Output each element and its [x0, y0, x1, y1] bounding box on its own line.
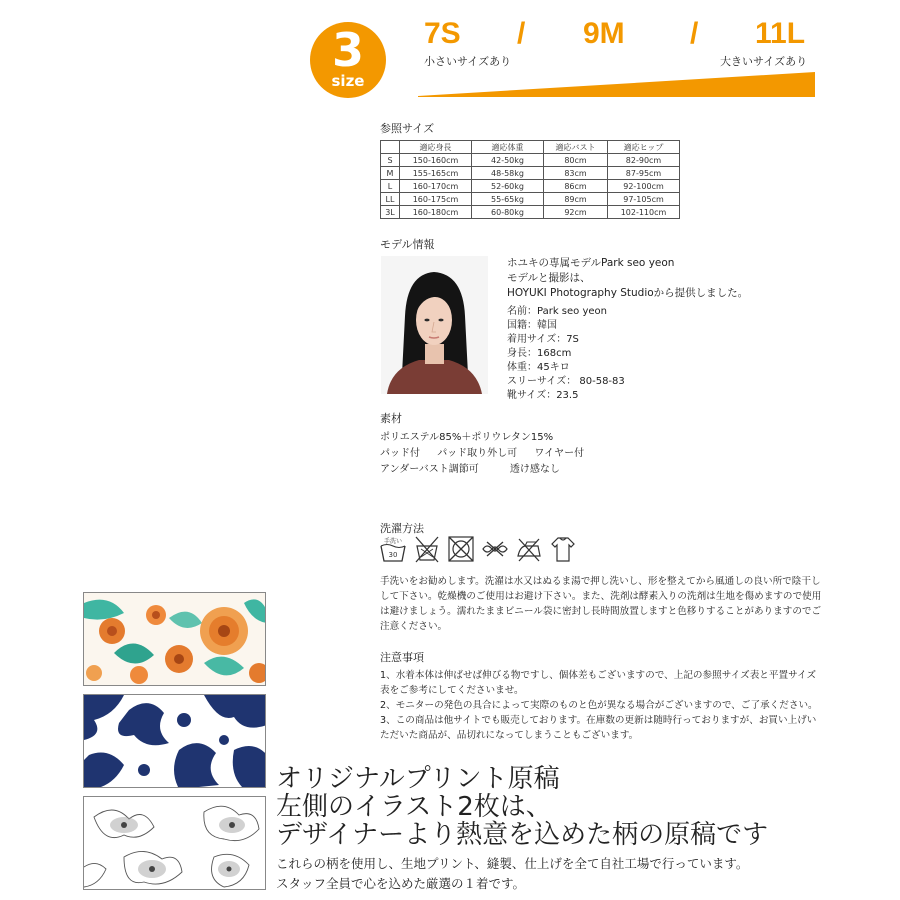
table-cell: 48-58kg: [472, 167, 544, 180]
material-feature: パッド取り外し可: [437, 448, 518, 459]
table-cell: 86cm: [544, 180, 608, 193]
size-11l: 11L: [755, 17, 806, 50]
table-cell: 55-65kg: [472, 193, 544, 206]
size-separator: /: [517, 17, 526, 50]
sketch-floral-print: [83, 796, 266, 890]
size-9m: 9M: [583, 17, 625, 50]
no-bleach-icon: [413, 534, 441, 564]
table-cell: 97-105cm: [608, 193, 680, 206]
model-detail: スリーサイズ： 80-58-83: [507, 376, 625, 387]
table-row: [381, 193, 680, 206]
table-header-cell: 適応身長: [400, 141, 472, 154]
table-cell: 92cm: [544, 206, 608, 219]
model-detail: 着用サイズ：7S: [507, 334, 579, 345]
table-cell: S: [381, 154, 400, 167]
table-cell: 87-95cm: [608, 167, 680, 180]
small-size-note: 小さいサイズあり: [424, 55, 512, 68]
table-cell: LL: [381, 193, 400, 206]
hand-wash-30-icon: [379, 534, 407, 564]
model-detail: 国籍：韓国: [507, 320, 557, 331]
model-detail: 体重：45キロ: [507, 362, 570, 373]
hand-wash-temperature: 30: [388, 551, 398, 559]
no-wring-icon: [481, 534, 509, 564]
caution-title: 注意事項: [380, 651, 424, 664]
model-detail: 名前：Park seo yeon: [507, 306, 607, 317]
size-count-number: 3: [331, 23, 364, 77]
table-cell: 160-180cm: [400, 206, 472, 219]
model-description: [507, 256, 748, 403]
size-7s: 7S: [424, 17, 461, 50]
table-cell: 150-160cm: [400, 154, 472, 167]
table-cell: 160-170cm: [400, 180, 472, 193]
table-cell: 80cm: [544, 154, 608, 167]
model-intro-line: HOYUKI Photography Studioから提供しました。: [507, 287, 749, 299]
size-count-badge: [310, 22, 386, 98]
table-cell: 92-100cm: [608, 180, 680, 193]
table-header-cell: 適応体重: [472, 141, 544, 154]
table-cell: M: [381, 167, 400, 180]
model-intro-line: モデルと撮影は、: [507, 272, 591, 284]
table-row: [381, 180, 680, 193]
caution-item: 2、モニターの発色の具合によって実際のものと色が異なる場合がございますので、ご了承ください。: [380, 700, 818, 711]
original-print-headline: 左側のイラスト2枚は、: [276, 792, 552, 822]
line-dry-icon: [549, 534, 577, 564]
material-feature: パッド付: [380, 448, 420, 459]
navy-floral-print: [83, 694, 266, 788]
large-size-note: 大きいサイズあり: [720, 55, 808, 68]
table-cell: 102-110cm: [608, 206, 680, 219]
original-print-headline: オリジナルプリント原稿: [276, 764, 560, 794]
model-detail: 身長：168cm: [507, 348, 572, 359]
caution-list: [380, 668, 825, 743]
orange-floral-print: [83, 592, 266, 686]
table-cell: 83cm: [544, 167, 608, 180]
original-print-description: スタッフ全員で心を込めた厳選の１着です。: [276, 876, 526, 891]
table-row: [381, 167, 680, 180]
table-cell: 3L: [381, 206, 400, 219]
table-header-cell: 適応ヒップ: [608, 141, 680, 154]
table-row: [381, 154, 680, 167]
material-title: 素材: [380, 412, 402, 425]
model-info-title: モデル情報: [380, 238, 435, 251]
no-iron-icon: [515, 534, 543, 564]
size-options: [420, 16, 815, 52]
material-info: [380, 430, 598, 478]
table-cell: 82-90cm: [608, 154, 680, 167]
caution-item: 3、この商品は他サイトでも販売しております。在庫数の更新は随時行っておりますが、お買い上げいただいた商品が、品切れになってしまうこともございます。: [380, 715, 817, 741]
material-feature: ワイヤー付: [534, 448, 585, 459]
table-cell: 60-80kg: [472, 206, 544, 219]
table-cell: 89cm: [544, 193, 608, 206]
no-tumble-dry-icon: [447, 534, 475, 564]
material-feature: アンダーバスト調節可: [380, 464, 479, 475]
caution-item: 1、水着本体は伸ばせば伸びる物ですし、個体差もございますので、上記の参照サイズ表と平置サイズ表をご参考にしてくださいませ。: [380, 670, 817, 696]
model-intro-line: ホユキの専属モデルPark seo yeon: [507, 257, 675, 269]
size-separator: /: [690, 17, 699, 50]
size-count-label: size: [331, 72, 365, 90]
hand-wash-label: 手洗い: [383, 538, 403, 545]
table-cell: 155-165cm: [400, 167, 472, 180]
orange-wedge-bar: [418, 72, 815, 97]
material-composition: ポリエステル85%＋ポリウレタン15%: [380, 432, 554, 443]
original-print-description: これらの柄を使用し、生地プリント、縫製、仕上げを全て自社工場で行っています。: [276, 856, 749, 871]
table-header-cell: [381, 141, 400, 154]
washing-title: 洗濯方法: [380, 522, 424, 535]
original-print-headline: デザイナーより熱意を込めた柄の原稿です: [276, 820, 769, 850]
table-cell: L: [381, 180, 400, 193]
table-header-cell: 適応バスト: [544, 141, 608, 154]
table-row: [381, 206, 680, 219]
model-detail: 靴サイズ：23.5: [507, 390, 579, 401]
material-feature: 透け感なし: [509, 464, 560, 475]
table-cell: 52-60kg: [472, 180, 544, 193]
table-header-row: [381, 141, 680, 154]
table-cell: 160-175cm: [400, 193, 472, 206]
washing-instructions: 手洗いをお勧めします。洗濯は水又はぬるま湯で押し洗いし、形を整えてから風通しの良い所で陰干しして下さい。乾燥機のご使用はお避け下さい。また、洗剤は酵素入りの洗剤は生地を傷めますので使用は避けましょう。濡れたままビニール袋に密封し長時間放置しますと色移りすることがありますのでご注意ください。: [380, 576, 822, 632]
care-icons: [379, 534, 577, 566]
size-chart-title: 参照サイズ: [380, 122, 435, 135]
model-photo: [381, 256, 488, 394]
table-cell: 42-50kg: [472, 154, 544, 167]
size-chart-table: [380, 140, 680, 219]
